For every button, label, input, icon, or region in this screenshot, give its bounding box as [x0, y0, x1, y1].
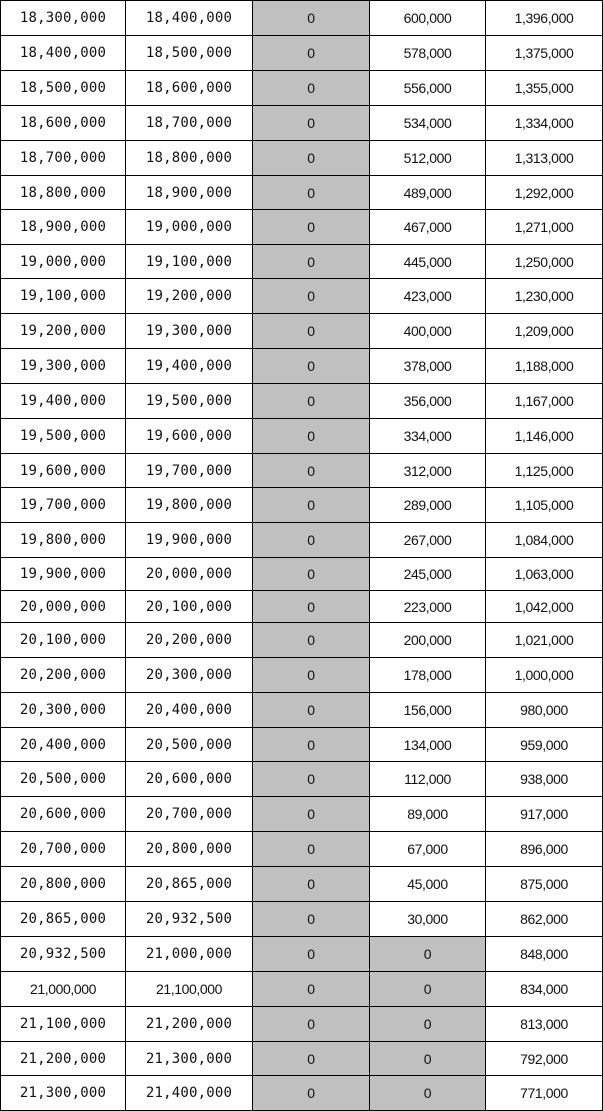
table-row: [1, 728, 603, 762]
cell-column-5: 1,271,000: [486, 210, 603, 245]
cell-column-3: 0: [253, 867, 370, 902]
cell-column-4: 423,000: [370, 279, 486, 314]
table-row: [1, 71, 603, 106]
cell-column-4: 378,000: [370, 349, 486, 384]
cell-column-4: 0: [370, 1042, 486, 1076]
cell-column-4: 334,000: [370, 419, 486, 454]
cell-column-4: 356,000: [370, 384, 486, 419]
cell-column-5: 771,000: [486, 1076, 603, 1111]
cell-range-from: 21,000,000: [1, 972, 126, 1007]
cell-column-3: 0: [253, 972, 370, 1007]
cell-range-from: 18,300,000: [1, 1, 126, 36]
cell-range-from: 19,700,000: [1, 488, 126, 523]
cell-column-5: 848,000: [486, 937, 603, 972]
cell-column-3: 0: [253, 1076, 370, 1111]
cell-column-5: 834,000: [486, 972, 603, 1007]
cell-column-3: 0: [253, 693, 370, 728]
cell-column-5: 1,146,000: [486, 419, 603, 454]
cell-column-5: 1,334,000: [486, 106, 603, 141]
cell-column-5: 1,167,000: [486, 384, 603, 419]
cell-column-4: 467,000: [370, 210, 486, 245]
cell-range-to: 18,600,000: [126, 71, 253, 106]
cell-column-4: 489,000: [370, 176, 486, 210]
cell-column-5: 1,021,000: [486, 623, 603, 658]
cell-range-to: 19,300,000: [126, 314, 253, 349]
cell-column-3: 0: [253, 71, 370, 106]
cell-range-to: 20,700,000: [126, 797, 253, 832]
table-row: [1, 454, 603, 488]
cell-column-3: 0: [253, 558, 370, 591]
cell-range-to: 18,800,000: [126, 141, 253, 176]
cell-column-3: 0: [253, 1, 370, 36]
table-row: [1, 658, 603, 693]
cell-range-from: 20,600,000: [1, 797, 126, 832]
cell-column-4: 156,000: [370, 693, 486, 728]
table-row: [1, 419, 603, 454]
cell-range-from: 19,400,000: [1, 384, 126, 419]
cell-range-from: 19,600,000: [1, 454, 126, 488]
cell-range-to: 19,200,000: [126, 279, 253, 314]
cell-range-from: 19,300,000: [1, 349, 126, 384]
table-row: [1, 106, 603, 141]
cell-column-4: 134,000: [370, 728, 486, 762]
table-row: [1, 591, 603, 623]
cell-range-to: 20,500,000: [126, 728, 253, 762]
cell-column-3: 0: [253, 419, 370, 454]
cell-column-3: 0: [253, 591, 370, 623]
cell-column-5: 1,105,000: [486, 488, 603, 523]
cell-column-4: 112,000: [370, 762, 486, 797]
table-row: [1, 488, 603, 523]
cell-column-4: 512,000: [370, 141, 486, 176]
cell-column-3: 0: [253, 1007, 370, 1042]
cell-column-4: 0: [370, 1007, 486, 1042]
cell-column-5: 1,188,000: [486, 349, 603, 384]
cell-range-to: 20,200,000: [126, 623, 253, 658]
cell-column-5: 896,000: [486, 832, 603, 867]
cell-column-3: 0: [253, 454, 370, 488]
cell-column-3: 0: [253, 762, 370, 797]
cell-range-to: 20,800,000: [126, 832, 253, 867]
table-row: [1, 1007, 603, 1042]
cell-range-from: 20,932,500: [1, 937, 126, 972]
cell-column-4: 30,000: [370, 902, 486, 937]
cell-column-5: 980,000: [486, 693, 603, 728]
cell-column-4: 400,000: [370, 314, 486, 349]
cell-column-4: 289,000: [370, 488, 486, 523]
cell-column-3: 0: [253, 658, 370, 693]
cell-column-4: 312,000: [370, 454, 486, 488]
cell-range-to: 19,400,000: [126, 349, 253, 384]
cell-column-4: 445,000: [370, 245, 486, 279]
cell-range-to: 19,900,000: [126, 523, 253, 558]
cell-range-to: 19,100,000: [126, 245, 253, 279]
cell-column-5: 1,125,000: [486, 454, 603, 488]
cell-column-3: 0: [253, 279, 370, 314]
cell-range-from: 19,800,000: [1, 523, 126, 558]
cell-column-4: 578,000: [370, 36, 486, 71]
cell-column-3: 0: [253, 832, 370, 867]
cell-range-to: 20,600,000: [126, 762, 253, 797]
cell-range-to: 21,400,000: [126, 1076, 253, 1111]
cell-column-4: 45,000: [370, 867, 486, 902]
cell-range-to: 18,900,000: [126, 176, 253, 210]
cell-range-from: 18,500,000: [1, 71, 126, 106]
cell-range-to: 19,600,000: [126, 419, 253, 454]
cell-column-4: 556,000: [370, 71, 486, 106]
table-row: [1, 210, 603, 245]
table-row: [1, 245, 603, 279]
cell-column-3: 0: [253, 384, 370, 419]
cell-range-to: 20,100,000: [126, 591, 253, 623]
table-row: [1, 902, 603, 937]
cell-range-from: 18,600,000: [1, 106, 126, 141]
table-row: [1, 762, 603, 797]
table-row: [1, 623, 603, 658]
cell-range-from: 19,500,000: [1, 419, 126, 454]
table-row: [1, 279, 603, 314]
cell-column-3: 0: [253, 902, 370, 937]
cell-range-from: 20,000,000: [1, 591, 126, 623]
cell-range-from: 20,500,000: [1, 762, 126, 797]
cell-range-to: 19,000,000: [126, 210, 253, 245]
cell-column-4: 178,000: [370, 658, 486, 693]
cell-range-from: 19,000,000: [1, 245, 126, 279]
cell-range-from: 20,400,000: [1, 728, 126, 762]
cell-column-4: 89,000: [370, 797, 486, 832]
cell-range-to: 18,700,000: [126, 106, 253, 141]
cell-column-3: 0: [253, 728, 370, 762]
cell-column-4: 0: [370, 937, 486, 972]
cell-column-3: 0: [253, 797, 370, 832]
cell-column-5: 1,230,000: [486, 279, 603, 314]
cell-range-from: 20,200,000: [1, 658, 126, 693]
cell-range-from: 18,700,000: [1, 141, 126, 176]
cell-column-5: 938,000: [486, 762, 603, 797]
cell-column-3: 0: [253, 245, 370, 279]
table-row: [1, 832, 603, 867]
cell-column-5: 1,209,000: [486, 314, 603, 349]
table-row: [1, 36, 603, 71]
table-row: [1, 523, 603, 558]
table-row: [1, 558, 603, 591]
table-row: [1, 314, 603, 349]
table-row: [1, 867, 603, 902]
cell-column-5: 1,355,000: [486, 71, 603, 106]
table-row: [1, 141, 603, 176]
cell-range-from: 20,100,000: [1, 623, 126, 658]
cell-column-5: 1,250,000: [486, 245, 603, 279]
table-row: [1, 693, 603, 728]
cell-column-3: 0: [253, 349, 370, 384]
cell-column-3: 0: [253, 523, 370, 558]
cell-column-4: 0: [370, 1076, 486, 1111]
cell-range-to: 20,300,000: [126, 658, 253, 693]
cell-column-4: 600,000: [370, 1, 486, 36]
cell-column-5: 813,000: [486, 1007, 603, 1042]
cell-column-5: 959,000: [486, 728, 603, 762]
cell-range-from: 19,900,000: [1, 558, 126, 591]
table-row: [1, 176, 603, 210]
cell-range-to: 18,400,000: [126, 1, 253, 36]
cell-column-4: 200,000: [370, 623, 486, 658]
cell-range-to: 18,500,000: [126, 36, 253, 71]
cell-column-5: 1,084,000: [486, 523, 603, 558]
cell-range-from: 18,900,000: [1, 210, 126, 245]
cell-column-4: 534,000: [370, 106, 486, 141]
cell-range-from: 18,400,000: [1, 36, 126, 71]
cell-column-4: 67,000: [370, 832, 486, 867]
cell-column-5: 1,292,000: [486, 176, 603, 210]
cell-column-4: 223,000: [370, 591, 486, 623]
table-row: [1, 937, 603, 972]
cell-range-from: 21,100,000: [1, 1007, 126, 1042]
cell-range-to: 20,865,000: [126, 867, 253, 902]
cell-range-from: 19,200,000: [1, 314, 126, 349]
cell-range-from: 21,300,000: [1, 1076, 126, 1111]
cell-range-to: 19,700,000: [126, 454, 253, 488]
cell-column-3: 0: [253, 937, 370, 972]
table-row: [1, 1, 603, 36]
cell-column-3: 0: [253, 106, 370, 141]
table-row: [1, 384, 603, 419]
cell-range-to: 19,800,000: [126, 488, 253, 523]
cell-column-5: 1,313,000: [486, 141, 603, 176]
table-row: [1, 349, 603, 384]
cell-column-5: 1,042,000: [486, 591, 603, 623]
cell-range-from: 19,100,000: [1, 279, 126, 314]
cell-column-4: 267,000: [370, 523, 486, 558]
cell-column-3: 0: [253, 141, 370, 176]
cell-range-to: 21,200,000: [126, 1007, 253, 1042]
cell-range-to: 20,400,000: [126, 693, 253, 728]
cell-range-to: 19,500,000: [126, 384, 253, 419]
cell-range-from: 20,700,000: [1, 832, 126, 867]
cell-column-3: 0: [253, 488, 370, 523]
cell-column-5: 917,000: [486, 797, 603, 832]
cell-range-from: 21,200,000: [1, 1042, 126, 1076]
cell-range-from: 20,300,000: [1, 693, 126, 728]
cell-range-from: 18,800,000: [1, 176, 126, 210]
cell-column-4: 0: [370, 972, 486, 1007]
table-row: [1, 1076, 603, 1111]
cell-column-5: 862,000: [486, 902, 603, 937]
cell-range-to: 21,100,000: [126, 972, 253, 1007]
cell-column-4: 245,000: [370, 558, 486, 591]
cell-range-to: 20,932,500: [126, 902, 253, 937]
cell-column-3: 0: [253, 210, 370, 245]
cell-column-5: 792,000: [486, 1042, 603, 1076]
table-row: [1, 972, 603, 1007]
table-row: [1, 1042, 603, 1076]
cell-column-5: 1,396,000: [486, 1, 603, 36]
cell-column-5: 1,375,000: [486, 36, 603, 71]
cell-column-5: 1,063,000: [486, 558, 603, 591]
tax-table-body: [1, 1, 603, 1111]
cell-column-3: 0: [253, 314, 370, 349]
cell-range-to: 20,000,000: [126, 558, 253, 591]
cell-column-3: 0: [253, 36, 370, 71]
cell-column-5: 875,000: [486, 867, 603, 902]
cell-range-from: 20,800,000: [1, 867, 126, 902]
cell-column-3: 0: [253, 623, 370, 658]
cell-column-3: 0: [253, 176, 370, 210]
cell-column-5: 1,000,000: [486, 658, 603, 693]
cell-range-to: 21,300,000: [126, 1042, 253, 1076]
cell-column-3: 0: [253, 1042, 370, 1076]
cell-range-to: 21,000,000: [126, 937, 253, 972]
cell-range-from: 20,865,000: [1, 902, 126, 937]
table-row: [1, 797, 603, 832]
